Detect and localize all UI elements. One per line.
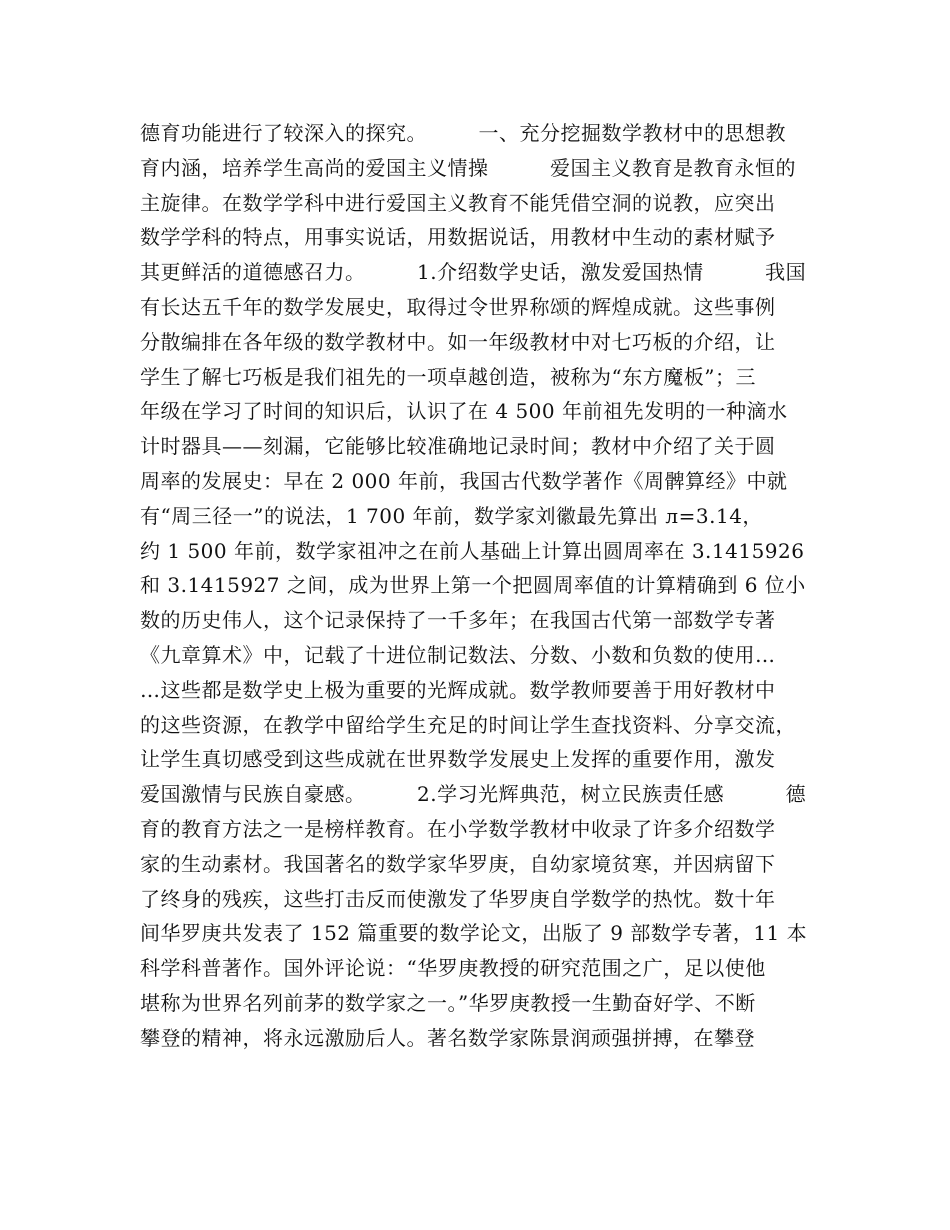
text-line: 其更鲜活的道德感召力。 1.介绍数学史话，激发爱国热情 我国 (140, 260, 807, 285)
text-line: 《九章算术》中，记载了十进位制记数法、分数、小数和负数的使用… (140, 642, 776, 667)
text-line: 育内涵，培养学生高尚的爱国主义情操 爱国主义教育是教育永恒的 (140, 155, 796, 180)
text-line: 约 1 500 年前，数学家祖冲之在前人基础上计算出圆周率在 3.1415926 (140, 538, 805, 563)
text-line: 爱国激情与民族自豪感。 2.学习光辉典范，树立民族责任感 德 (140, 782, 807, 807)
text-line: 育的教育方法之一是榜样教育。在小学数学教材中收录了许多介绍数学 (140, 816, 776, 841)
text-line: 有“周三径一”的说法，1 700 年前，数学家刘徽最先算出 л=3.14， (140, 503, 763, 528)
text-line: 家的生动素材。我国著名的数学家华罗庚，自幼家境贫寒，并因病留下 (140, 851, 776, 876)
text-line: 学生了解七巧板是我们祖先的一项卓越创造，被称为“东方魔板”；三 (140, 364, 756, 389)
text-line: 主旋律。在数学学科中进行爱国主义教育不能凭借空洞的说教，应突出 (140, 190, 776, 215)
text-line: 计时器具——刻漏，它能够比较准确地记录时间；教材中介绍了关于圆 (140, 434, 776, 459)
text-line: 间华罗庚共发表了 152 篇重要的数学论文，出版了 9 部数学专著，11 本 (140, 921, 808, 946)
text-line: 数的历史伟人，这个记录保持了一千多年；在我国古代第一部数学专著 (140, 608, 776, 633)
text-line: …这些都是数学史上极为重要的光辉成就。数学教师要善于用好教材中 (140, 677, 776, 702)
text-line: 堪称为世界名列前茅的数学家之一。”华罗庚教授一生勤奋好学、不断 (140, 990, 756, 1015)
body-text (140, 116, 820, 1056)
text-line: 分散编排在各年级的数学教材中。如一年级教材中对七巧板的介绍，让 (140, 329, 776, 354)
text-line: 科学科普著作。国外评论说：“华罗庚教授的研究范围之广，足以使他 (140, 956, 766, 981)
text-line: 攀登的精神，将永远激励后人。著名数学家陈景润顽强拼搏，在攀登 (140, 1025, 755, 1050)
text-line: 年级在学习了时间的知识后，认识了在 4 500 年前祖先发明的一种滴水 (140, 399, 788, 424)
text-line: 的这些资源，在教学中留给学生充足的时间让学生查找资料、分享交流， (140, 712, 796, 737)
text-line: 德育功能进行了较深入的探究。 一、充分挖掘数学教材中的思想教 (140, 121, 786, 145)
text-line: 有长达五千年的数学发展史，取得过令世界称颂的辉煌成就。这些事例 (140, 294, 776, 319)
text-line: 让学生真切感受到这些成就在世界数学发展史上发挥的重要作用，激发 (140, 747, 776, 772)
text-line: 数学学科的特点，用事实说话，用数据说话，用教材中生动的素材赋予 (140, 225, 776, 250)
text-line: 了终身的残疾，这些打击反而使激发了华罗庚自学数学的热忱。数十年 (140, 886, 776, 911)
text-line: 和 3.1415927 之间，成为世界上第一个把圆周率值的计算精确到 6 位小 (140, 573, 806, 598)
text-line: 周率的发展史：早在 2 000 年前，我国古代数学著作《周髀算经》中就 (140, 468, 788, 493)
